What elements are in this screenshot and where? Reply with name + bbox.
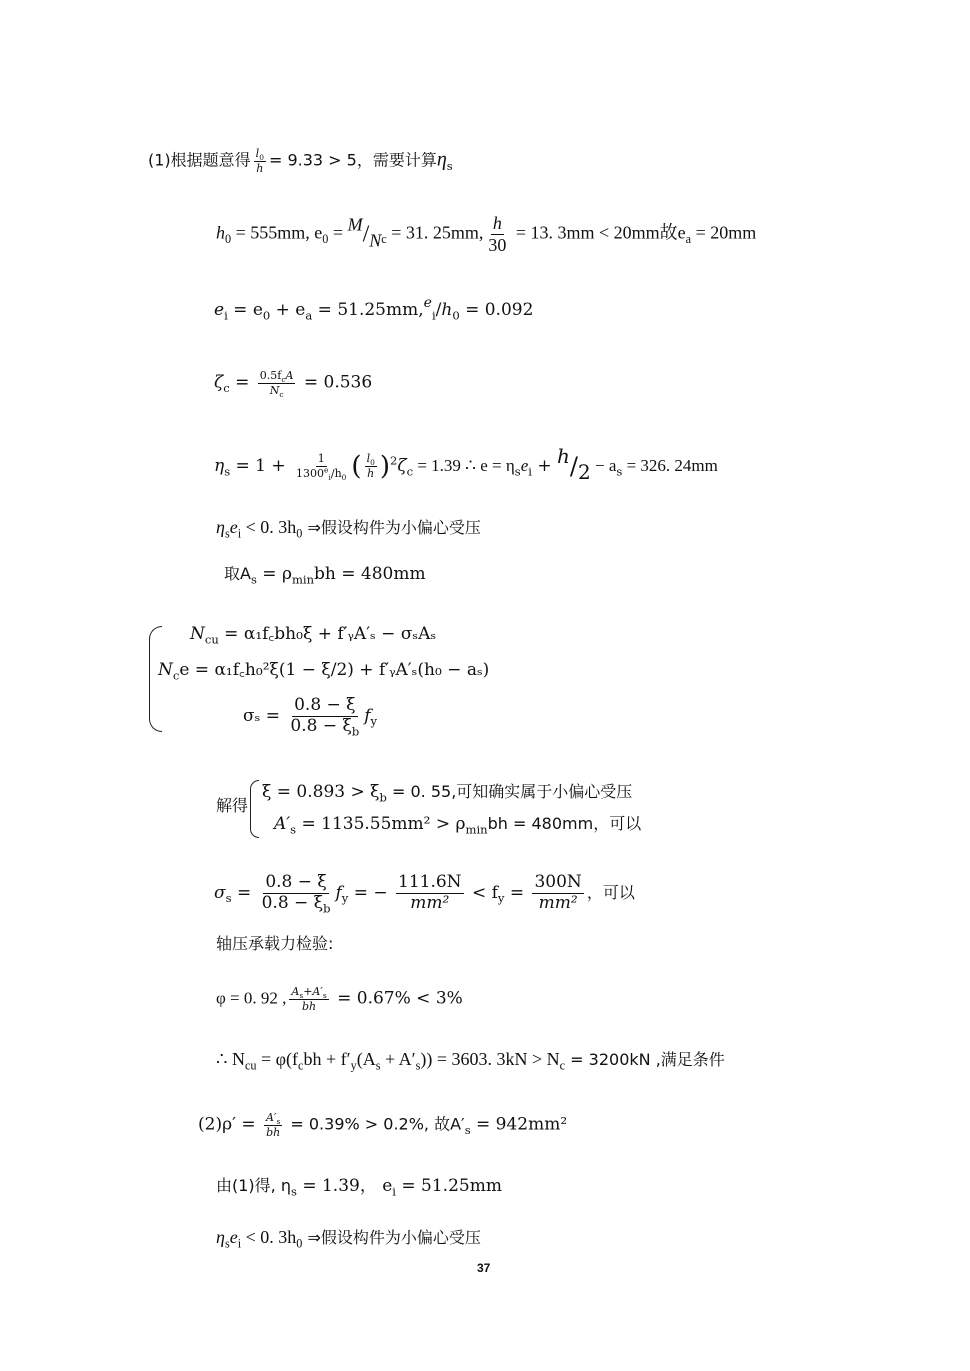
stress-num: 111.6N	[398, 872, 462, 892]
ncu-d: (A	[356, 1049, 376, 1069]
h0-value: = 555mm, e	[231, 222, 323, 243]
zeta-sym: ζ	[214, 372, 224, 393]
eta-den-sub: i	[328, 473, 331, 483]
stress-den: mm²	[410, 892, 450, 913]
nc-sym: N	[158, 660, 173, 680]
nc-sub: c	[381, 232, 387, 247]
part1-intro	[148, 148, 453, 174]
eq-ei	[214, 295, 534, 323]
part1-label: (1)根据题意得	[148, 150, 251, 170]
ncu-c: bh + f′	[303, 1049, 351, 1069]
e0-sub: 0	[322, 232, 329, 247]
fy-sub-2: y	[341, 891, 349, 906]
part2-area: = 942mm²	[470, 1114, 568, 1135]
ncu-e-sub: s	[415, 1058, 421, 1073]
zeta-sub: c	[223, 380, 230, 395]
eta-frac-den: 1300	[296, 467, 325, 480]
rho-num: A′	[266, 1111, 277, 1124]
as-prime-sub: s	[290, 822, 297, 837]
rho-den: bh	[266, 1125, 281, 1139]
phi-line	[216, 986, 463, 1012]
h-over-30	[486, 214, 508, 255]
zeta-den: N	[269, 383, 280, 397]
frac-num-sub: 0	[259, 153, 264, 163]
h0-den-sub: 0	[452, 308, 460, 323]
from1-a-sub: s	[290, 1184, 297, 1199]
phi-num: A	[291, 985, 300, 998]
eta-fraction	[294, 452, 348, 483]
system-line-2	[158, 660, 490, 683]
e-value: = 326. 24mm	[622, 456, 718, 475]
ncu-sym: N	[190, 624, 205, 644]
eta-den-sup: e	[324, 465, 329, 475]
part2-line	[198, 1112, 567, 1138]
stress-fraction	[396, 874, 464, 913]
ncu-sub: cu	[204, 632, 219, 647]
ncu-conclusion: = 3200kN ,满足条件	[565, 1050, 725, 1069]
as-conclusion: bh = 480mm，可以	[487, 814, 642, 833]
fy-den: mm²	[538, 892, 578, 913]
h0-a2-sub: 0	[296, 1236, 303, 1251]
sigma-ok: ，可以	[586, 882, 635, 902]
frac-num: l	[255, 147, 260, 160]
plus: +	[531, 456, 558, 476]
ei-sym: e	[214, 300, 225, 320]
zeta-c: ζ	[397, 456, 407, 476]
phi-num-sub2: s	[322, 991, 327, 1001]
rho-part: = ρ	[256, 564, 292, 584]
slash3: /	[569, 452, 578, 481]
sigma-den-sub-1: b	[351, 724, 360, 739]
solve-line-2	[274, 814, 642, 837]
slash: /	[362, 221, 370, 248]
sigma-s: σ	[214, 882, 226, 903]
sigma-den-sub-2: b	[323, 901, 331, 916]
xi-value: ξ = 0.893 > ξ	[262, 782, 380, 802]
phi-value: φ = 0. 92 ,	[216, 988, 287, 1008]
solve-line-1	[262, 782, 633, 805]
sigma-num-2: 0.8 − ξ	[265, 872, 327, 892]
l0-num: l	[366, 452, 371, 466]
rho-sub: min	[291, 572, 315, 587]
h0-a1-sub: 0	[296, 526, 303, 541]
phi-fraction	[289, 986, 328, 1012]
ea-value: = 20mm	[691, 222, 757, 243]
fy-sub-1: y	[370, 714, 378, 729]
ei-value: = 51.25mm,	[312, 300, 424, 320]
xi-conclusion: = 0. 55,可知确实属于小偏心受压	[386, 782, 633, 801]
minus-as: − a	[590, 456, 617, 475]
m-symbol: M	[347, 214, 363, 235]
slash2: /	[435, 300, 442, 320]
sigma-check	[214, 872, 635, 916]
h0-sub: 0	[225, 232, 232, 247]
rho-fraction	[264, 1112, 282, 1138]
fy-fraction	[532, 874, 583, 913]
eq3: =	[504, 882, 530, 903]
part2-sub: s	[464, 1122, 471, 1137]
one-plus: = 1 +	[230, 456, 292, 476]
h0-symbol: h	[216, 222, 225, 243]
e0-value: = 31. 25mm,	[386, 222, 484, 243]
from1-b-sub: i	[392, 1184, 396, 1199]
ea-part: + e	[270, 300, 306, 320]
fy-sub-3: y	[497, 891, 505, 906]
n-symbol: N	[369, 230, 382, 251]
take-as-a-sub: s	[250, 572, 257, 587]
system-line-3	[243, 695, 378, 739]
eta-a1-sub: s	[224, 526, 230, 541]
l0-h-fraction	[365, 453, 377, 479]
ei-num: e	[423, 295, 432, 311]
nc-sub2: c	[172, 668, 180, 683]
frac-den: h	[256, 161, 264, 175]
eq-zeta	[214, 369, 373, 399]
eq-sign: =	[328, 222, 348, 243]
sigma-num-1: 0.8 − ξ	[294, 695, 356, 715]
ncu-e: + A′	[380, 1049, 416, 1069]
ncu-f-sub: c	[559, 1058, 566, 1073]
ncu-c-sub: y	[350, 1058, 357, 1073]
ei-factor: e	[520, 456, 529, 475]
as-sub: s	[616, 464, 623, 479]
fy-1: f	[364, 705, 371, 726]
from-part1	[216, 1176, 502, 1199]
ncu-line	[216, 1049, 725, 1073]
solve-label: 解得	[216, 796, 249, 815]
assumption-2	[216, 1227, 481, 1251]
assumption-1	[216, 517, 481, 541]
phi-num-mid: +A′	[303, 985, 323, 998]
zeta-num: 0.5f	[259, 369, 282, 382]
sigma-den-1: 0.8 − ξ	[290, 715, 352, 736]
page-number: 37	[477, 1261, 491, 1275]
solve-brace	[250, 780, 259, 838]
sigma-den-2: 0.8 − ξ	[261, 892, 324, 913]
fy-2: f	[335, 882, 342, 903]
compare-a2: < 0. 3h	[241, 1227, 297, 1247]
h0-den: h	[441, 300, 453, 320]
ncu-d-sub: s	[375, 1058, 381, 1073]
eta-symbol: η	[436, 148, 447, 171]
from1-b: = 1.39， e	[296, 1176, 393, 1196]
ncu-a: ∴ N	[216, 1049, 245, 1069]
assume-text-2: ⇒假设构件为小偏心受压	[302, 1228, 481, 1247]
eta-lhs: η	[214, 456, 225, 476]
take-as	[224, 564, 426, 587]
lt-fy: < f	[466, 882, 498, 903]
sigma-fraction-1	[288, 695, 361, 739]
ncu-f: )) = 3603. 3kN > N	[420, 1049, 560, 1069]
ncu-a-sub: cu	[244, 1058, 257, 1073]
eta-lhs-sub: s	[224, 464, 231, 479]
rparen: )	[379, 451, 391, 482]
zeta-den-sub: c	[279, 389, 284, 399]
ea-sub: a	[685, 232, 692, 247]
two: 2	[578, 460, 591, 484]
h-den: h	[367, 467, 375, 480]
ei-a2-sub: i	[237, 1236, 242, 1251]
part2-value: = 0.39% > 0.2%, 故A′	[285, 1114, 465, 1134]
thirty-den: 30	[488, 234, 507, 255]
eta-value: = 1.39 ∴ e = η	[413, 456, 515, 475]
l0-num-sub: 0	[370, 458, 375, 468]
h-num: h	[492, 213, 502, 233]
as-prime: A′	[274, 814, 291, 834]
eq-eta	[214, 446, 718, 482]
ei-factor-sub: i	[528, 464, 532, 479]
zeta-c-sub: c	[406, 464, 414, 479]
zeta-num-sub: c	[281, 375, 286, 385]
as-value: = 1135.55mm² > ρ	[296, 814, 466, 834]
sigma-fraction-2	[260, 872, 333, 916]
eta-den-tail-sub: 0	[341, 473, 347, 483]
take-as-value: bh = 480mm	[314, 564, 426, 584]
ncu-b-sub: c	[298, 1058, 304, 1073]
axial-heading: 轴压承载力检验:	[216, 934, 334, 953]
xib-sub: b	[379, 790, 387, 805]
compare-a1: < 0. 3h	[241, 517, 297, 537]
from1-c: = 51.25mm	[396, 1176, 502, 1196]
l0-over-h-fraction	[254, 148, 266, 174]
eta-sub: s	[446, 158, 453, 173]
system-eq-1: = α₁f꜀bh₀ξ + f′ᵧA′ₛ − σₛAₛ	[218, 624, 437, 644]
ei-num-sub: i	[431, 308, 436, 323]
ei-sub: i	[224, 308, 228, 323]
system-line-1	[190, 624, 437, 647]
e0-part: = e	[227, 300, 263, 320]
eq-sign2: =	[229, 372, 255, 393]
lparen: (	[351, 451, 362, 482]
eta-a2: η	[216, 1227, 225, 1247]
neg-eq: = −	[348, 882, 393, 903]
ei-a1-sub: i	[237, 526, 242, 541]
ratio-value: = 0.092	[459, 300, 534, 320]
phi-ratio: = 0.67% < 3%	[331, 988, 463, 1009]
part2-label: (2)ρ′ =	[198, 1114, 261, 1135]
zeta-fraction	[258, 369, 296, 399]
h-half-num: h	[557, 444, 570, 468]
eta-frac-num: 1	[317, 452, 325, 466]
ncu-b: = φ(f	[256, 1049, 299, 1069]
zeta-num-tail: A	[285, 369, 294, 382]
ea-compare: = 13. 3mm < 20mm故e	[511, 222, 686, 243]
phi-den: bh	[301, 999, 317, 1013]
sigma-lhs: σₛ =	[243, 705, 286, 726]
assume-text-1: ⇒假设构件为小偏心受压	[302, 518, 481, 537]
rho-num-sub: s	[276, 1117, 281, 1127]
ratio-text: = 9.33 > 5，需要计算	[268, 150, 437, 170]
from1-a: 由(1)得, η	[216, 1176, 291, 1195]
zeta-value: = 0.536	[298, 372, 373, 393]
fy-num: 300N	[534, 872, 582, 892]
system-eq-2: e = α₁f꜀h₀²ξ(1 − ξ/2) + f′ᵧA′ₛ(h₀ − aₛ)	[179, 660, 490, 680]
sigma-s-sub: s	[225, 891, 232, 906]
eta-den-tail: /h	[330, 467, 342, 480]
square: 2	[390, 453, 398, 468]
ea-sub2: a	[305, 308, 313, 323]
phi-num-sub: s	[299, 991, 304, 1001]
eta-a2-sub: s	[224, 1236, 230, 1251]
ei-a2: e	[229, 1227, 238, 1247]
e0-sub2: 0	[262, 308, 271, 323]
eq-h0-e0	[216, 214, 756, 255]
ei-a1: e	[229, 517, 238, 537]
rho-min-sub: min	[465, 822, 488, 837]
take-as-a: 取A	[224, 564, 251, 583]
sigma-eq: =	[231, 882, 257, 903]
eta-s-sub: s	[514, 464, 521, 479]
eta-a1: η	[216, 517, 225, 537]
